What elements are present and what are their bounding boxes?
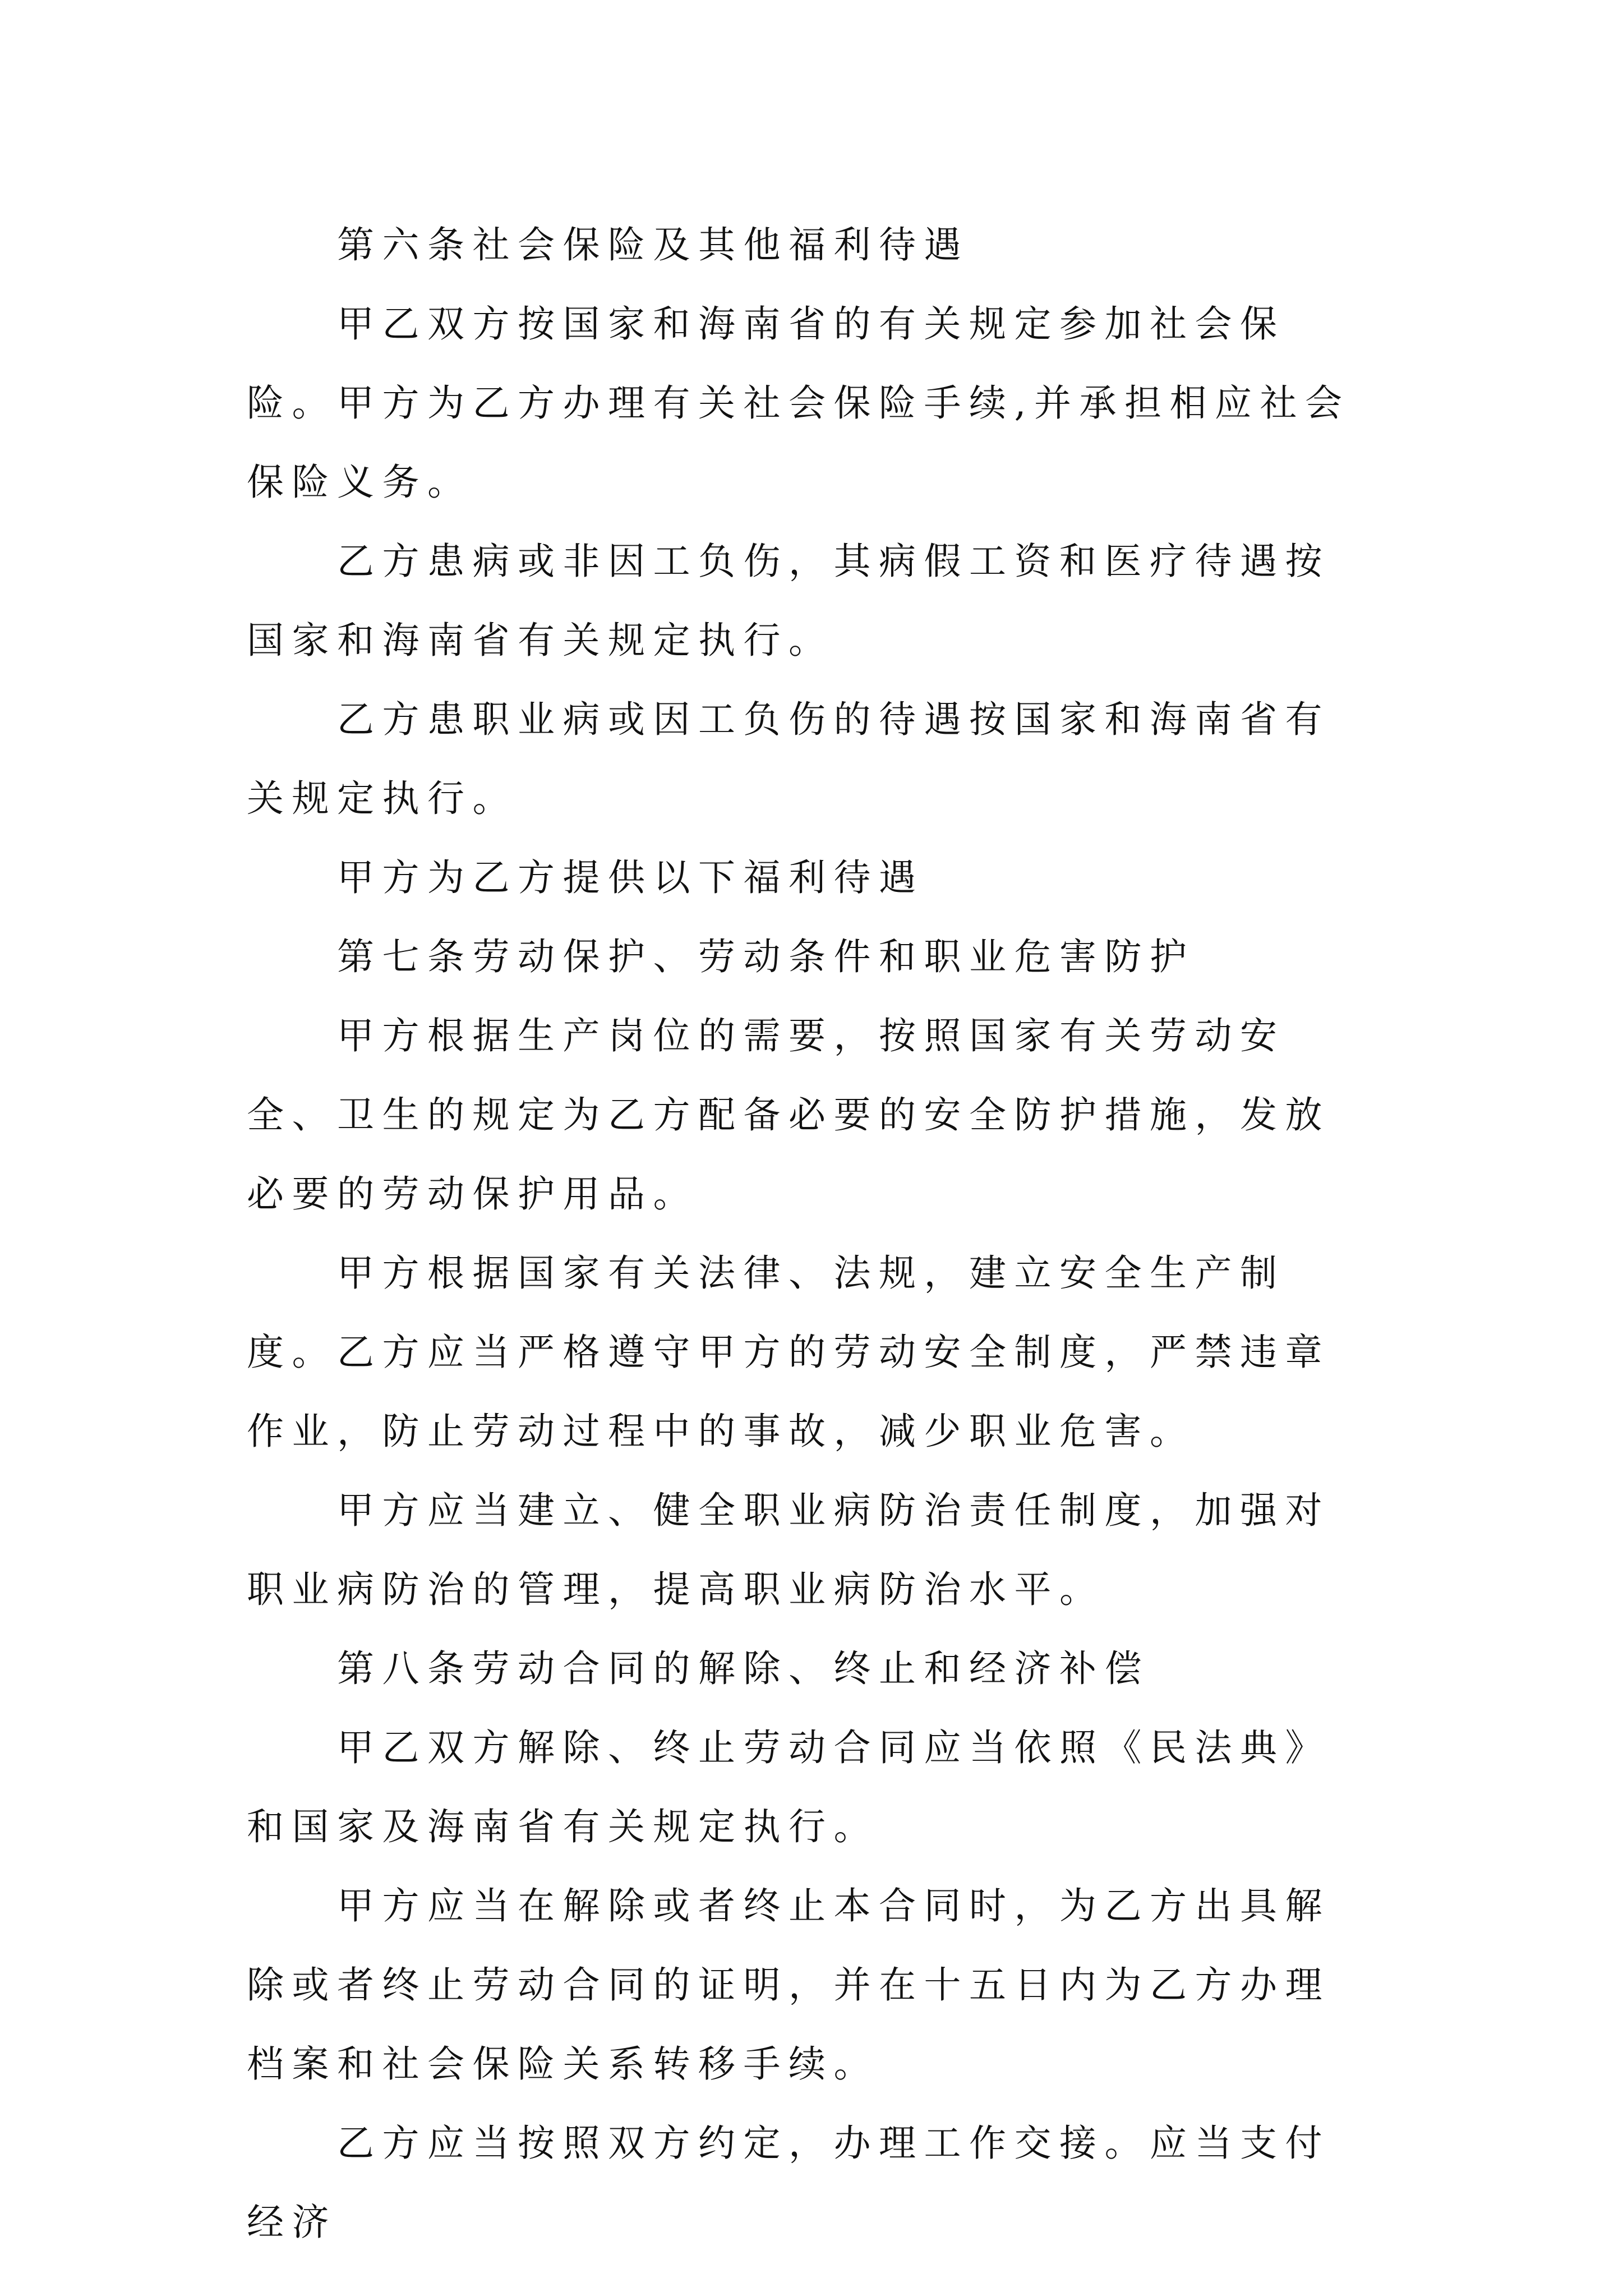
protective-equipment-paragraph: 甲方根据生产岗位的需要，按照国家有关劳动安全、卫生的规定为乙方配备必要的安全防护措施，发放必要的劳动保护用品。 (247, 1014, 1330, 1216)
termination-certificate-paragraph: 甲方应当在解除或者终止本合同时，为乙方出具解除或者终止劳动合同的证明，并在十五日内为乙方办理档案和社会保险关系转移手续。 (247, 1884, 1330, 2086)
occupational-injury-paragraph: 乙方患职业病或因工负伤的待遇按国家和海南省有关规定执行。 (247, 698, 1330, 820)
contract-termination-paragraph: 甲乙双方解除、终止劳动合同应当依照《民法典》和国家及海南省有关规定执行。 (247, 1726, 1330, 1848)
social-insurance-paragraph: 甲乙双方按国家和海南省的有关规定参加社会保险。甲方为乙方办理有关社会保险手续,并承担相应社会保险义务。 (247, 302, 1350, 504)
sick-leave-paragraph: 乙方患病或非因工负伤，其病假工资和医疗待遇按国家和海南省有关规定执行。 (247, 540, 1330, 662)
article-6-heading: 第六条社会保险及其他福利待遇 (337, 223, 969, 266)
welfare-benefits-paragraph: 甲方为乙方提供以下福利待遇 (337, 856, 924, 899)
work-handover-paragraph: 乙方应当按照双方约定，办理工作交接。应当支付经济 (247, 2122, 1330, 2244)
safety-system-paragraph: 甲方根据国家有关法律、法规，建立安全生产制度。乙方应当严格遵守甲方的劳动安全制度，严禁违章作业，防止劳动过程中的事故，减少职业危害。 (247, 1251, 1330, 1453)
document-body (247, 205, 1368, 2262)
disease-prevention-paragraph: 甲方应当建立、健全职业病防治责任制度，加强对职业病防治的管理，提高职业病防治水平。 (247, 1489, 1330, 1611)
article-7-heading: 第七条劳动保护、劳动条件和职业危害防护 (337, 935, 1195, 978)
article-8-heading: 第八条劳动合同的解除、终止和经济补偿 (337, 1647, 1150, 1690)
